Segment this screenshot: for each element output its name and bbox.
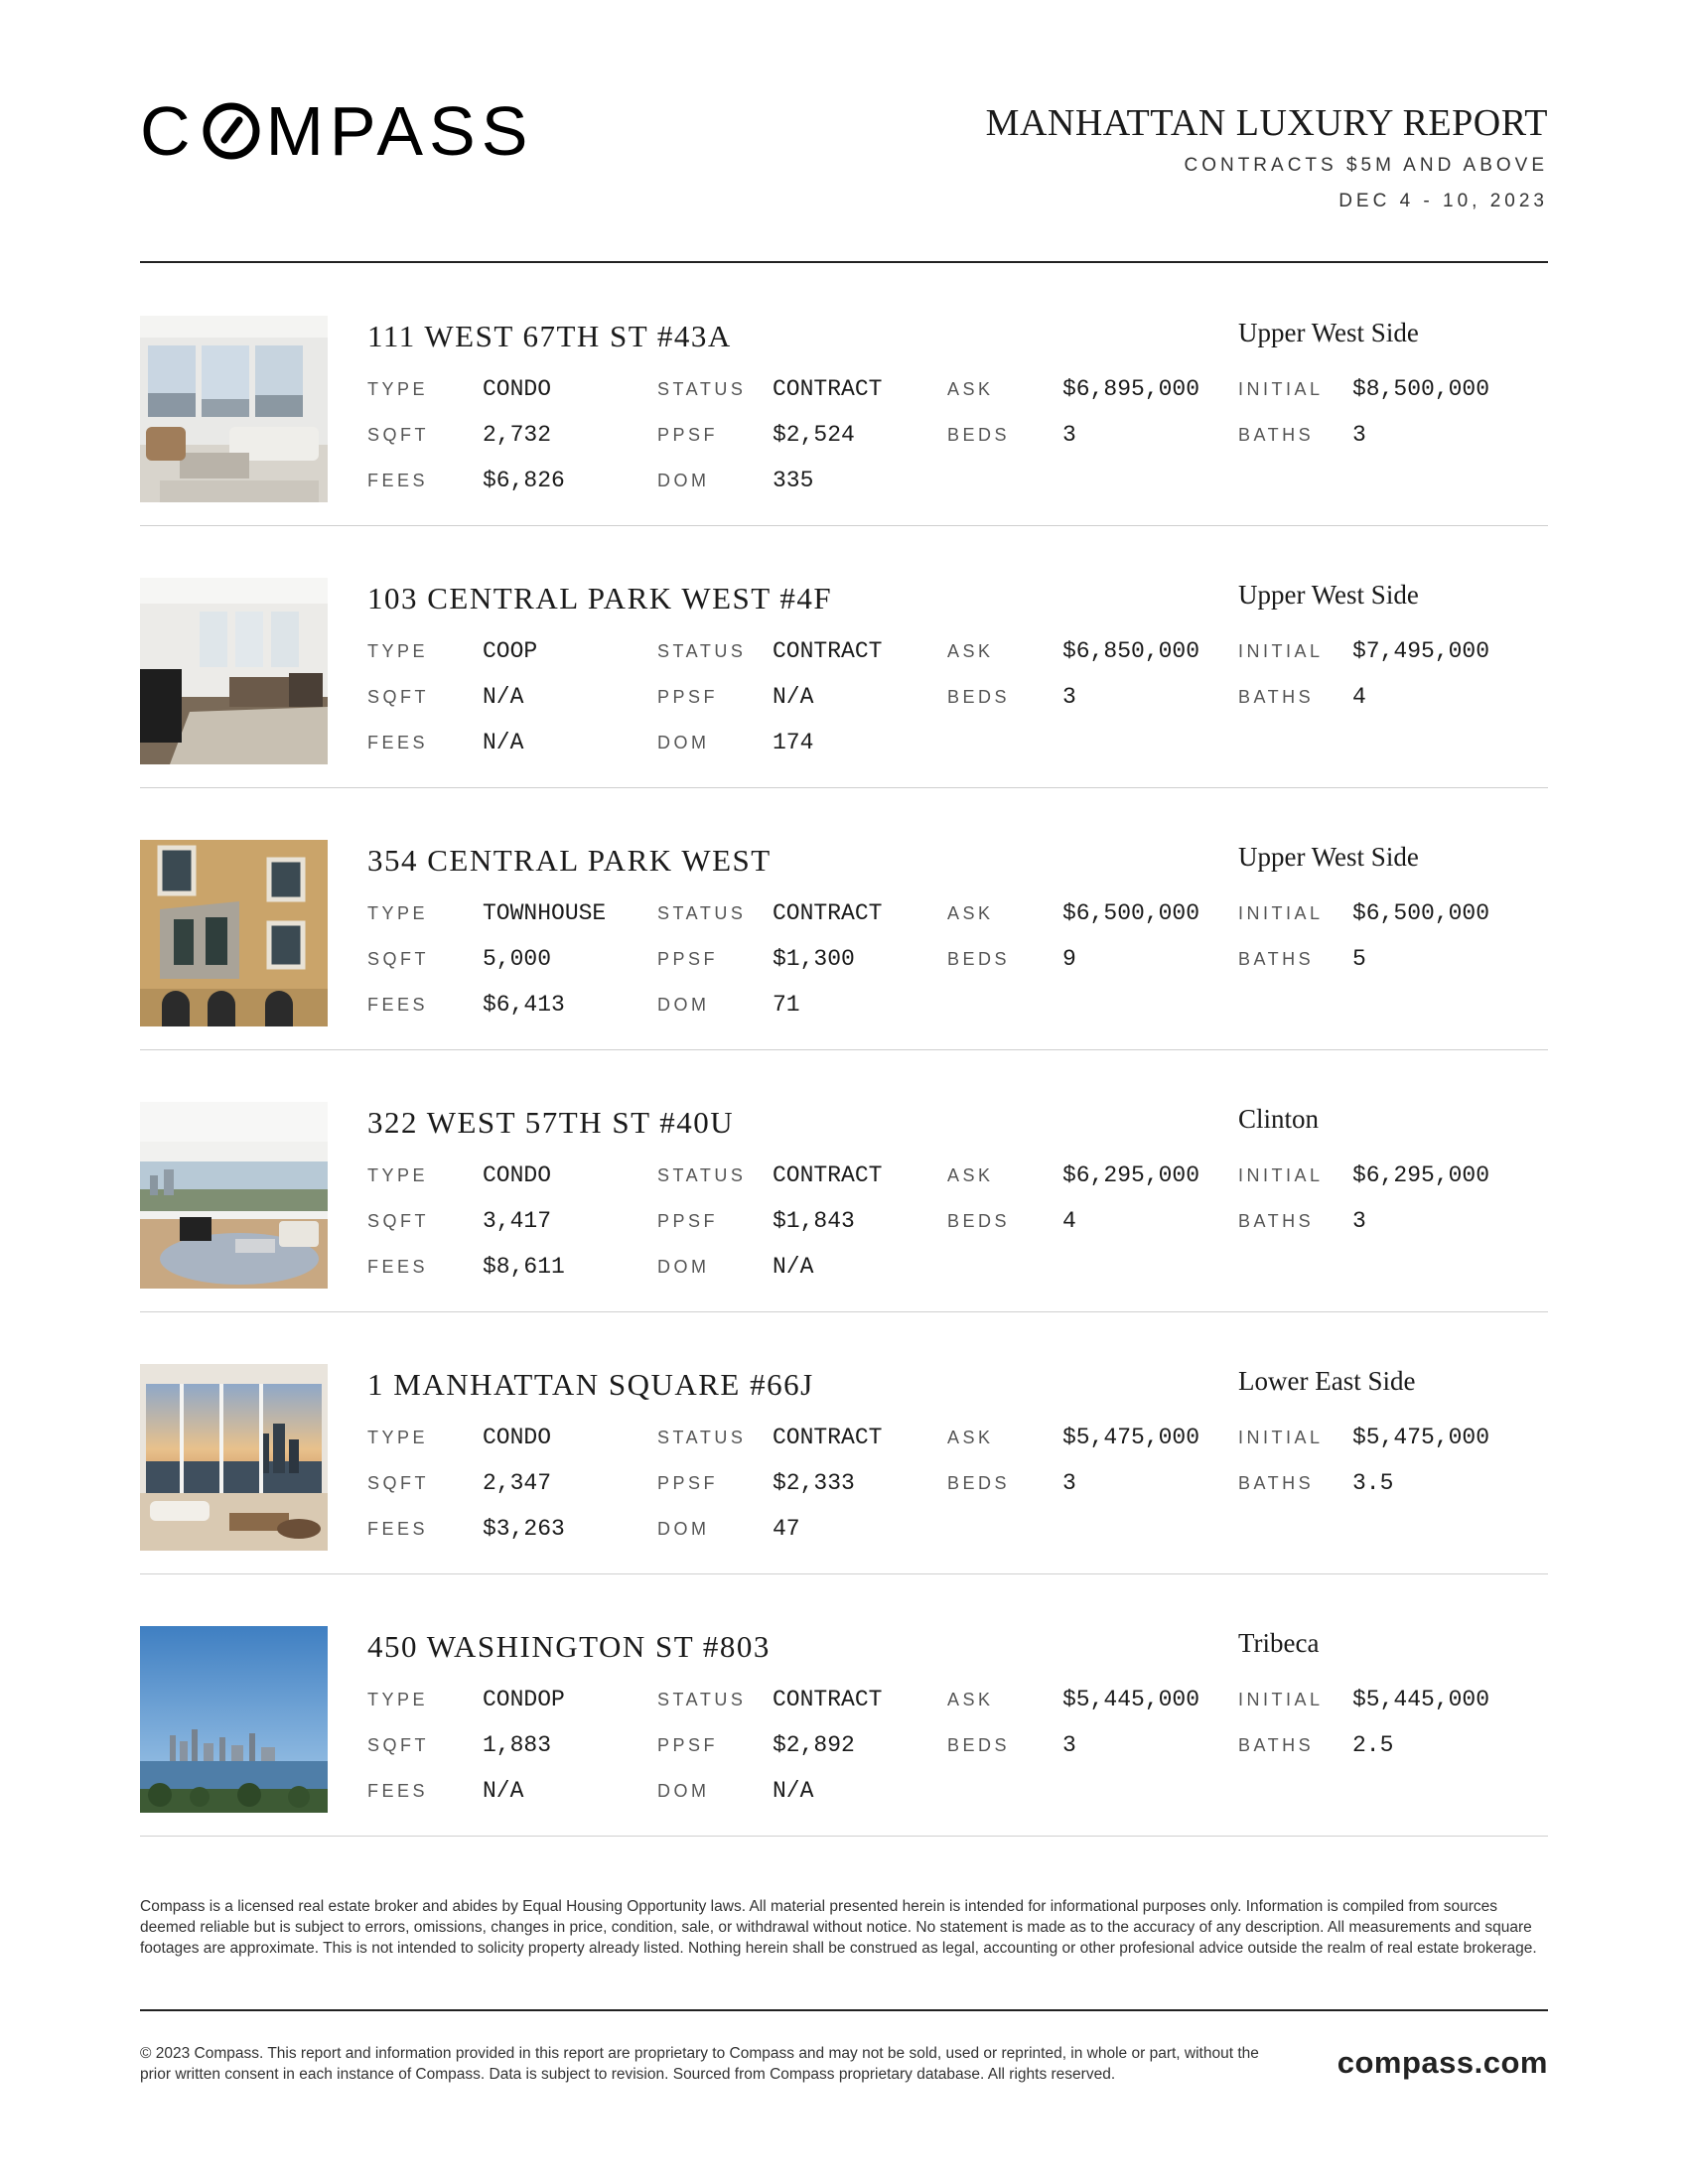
type-label: TYPE: [367, 1428, 429, 1447]
baths-value: 2.5: [1352, 1732, 1394, 1758]
header-divider: [140, 261, 1548, 263]
listing-item: [140, 1574, 1548, 1837]
fees-label: FEES: [367, 995, 429, 1015]
ppsf-label: PPSF: [657, 949, 719, 969]
beds-value: 9: [1062, 946, 1076, 972]
logo-letter-c: C: [140, 92, 197, 170]
type-value: COOP: [483, 638, 538, 664]
type-value: CONDO: [483, 1162, 552, 1188]
ppsf-value: $2,892: [773, 1732, 855, 1758]
initial-label: INITIAL: [1238, 1428, 1324, 1447]
listing-address: 450 WASHINGTON ST #803: [367, 1629, 771, 1664]
status-value: CONTRACT: [773, 900, 883, 926]
dom-label: DOM: [657, 1781, 710, 1801]
listing-photo[interactable]: [140, 1626, 328, 1813]
baths-value: 4: [1352, 684, 1366, 710]
beds-value: 3: [1062, 684, 1076, 710]
sunset-view-image: [140, 1364, 328, 1551]
ppsf-value: $1,300: [773, 946, 855, 972]
ppsf-label: PPSF: [657, 1735, 719, 1755]
listing-neighborhood: Lower East Side: [1238, 1366, 1416, 1396]
ppsf-value: $2,333: [773, 1470, 855, 1496]
report-header: [140, 92, 1548, 258]
footer-divider: [140, 2009, 1548, 2011]
listing-address: 103 CENTRAL PARK WEST #4F: [367, 581, 833, 615]
copyright-notice: © 2023 Compass. This report and information provided in this report are proprietary to Compass and may not be sold, used or reprinted, in whole or part, without the prior written consent in each instance of Compass. Data is subject to revision. Sourced from Compass proprietary database. All rights reserved.: [140, 2045, 1259, 2083]
report-page: [140, 0, 1548, 2184]
status-value: CONTRACT: [773, 1687, 883, 1712]
fees-label: FEES: [367, 733, 429, 752]
sqft-value: 5,000: [483, 946, 552, 972]
dom-value: N/A: [773, 1778, 814, 1804]
ppsf-label: PPSF: [657, 425, 719, 445]
ask-value: $6,500,000: [1062, 900, 1200, 926]
ask-label: ASK: [947, 1690, 994, 1709]
dom-value: N/A: [773, 1254, 814, 1280]
ask-value: $5,445,000: [1062, 1687, 1200, 1712]
baths-label: BATHS: [1238, 1735, 1315, 1755]
type-value: CONDOP: [483, 1687, 565, 1712]
initial-label: INITIAL: [1238, 1165, 1324, 1185]
listing-photo[interactable]: [140, 578, 328, 764]
fees-label: FEES: [367, 1257, 429, 1277]
status-label: STATUS: [657, 379, 747, 399]
piano-room-image: [140, 578, 328, 764]
listing-neighborhood: Upper West Side: [1238, 580, 1419, 610]
skyline-water-image: [140, 1626, 328, 1813]
fees-value: N/A: [483, 1778, 524, 1804]
listing-item: [140, 264, 1548, 526]
type-label: TYPE: [367, 903, 429, 923]
beds-value: 4: [1062, 1208, 1076, 1234]
status-value: CONTRACT: [773, 1162, 883, 1188]
report-subtitle: CONTRACTS $5M AND ABOVE: [1184, 155, 1548, 176]
baths-label: BATHS: [1238, 687, 1315, 707]
beds-label: BEDS: [947, 687, 1011, 707]
sqft-label: SQFT: [367, 1735, 429, 1755]
listing-photo[interactable]: [140, 316, 328, 502]
initial-label: INITIAL: [1238, 641, 1324, 661]
listing-item: [140, 788, 1548, 1050]
listing-neighborhood: Upper West Side: [1238, 318, 1419, 347]
ppsf-label: PPSF: [657, 687, 719, 707]
dom-value: 71: [773, 992, 800, 1018]
status-value: CONTRACT: [773, 376, 883, 402]
beds-value: 3: [1062, 1470, 1076, 1496]
sqft-label: SQFT: [367, 425, 429, 445]
dom-label: DOM: [657, 733, 710, 752]
sqft-value: N/A: [483, 684, 524, 710]
listing-photo[interactable]: [140, 1364, 328, 1551]
sqft-value: 3,417: [483, 1208, 552, 1234]
ask-label: ASK: [947, 903, 994, 923]
ppsf-value: N/A: [773, 684, 814, 710]
ppsf-label: PPSF: [657, 1211, 719, 1231]
dom-label: DOM: [657, 1257, 710, 1277]
dom-value: 174: [773, 730, 814, 755]
fees-value: $6,413: [483, 992, 565, 1018]
status-label: STATUS: [657, 903, 747, 923]
initial-value: $6,500,000: [1352, 900, 1490, 926]
baths-label: BATHS: [1238, 949, 1315, 969]
sqft-label: SQFT: [367, 1211, 429, 1231]
status-label: STATUS: [657, 641, 747, 661]
ppsf-value: $2,524: [773, 422, 855, 448]
initial-value: $5,445,000: [1352, 1687, 1490, 1712]
compass-o-icon: [201, 100, 262, 162]
beds-label: BEDS: [947, 1473, 1011, 1493]
initial-label: INITIAL: [1238, 1690, 1324, 1709]
type-value: TOWNHOUSE: [483, 900, 607, 926]
sqft-label: SQFT: [367, 949, 429, 969]
sqft-value: 1,883: [483, 1732, 552, 1758]
listing-address: 354 CENTRAL PARK WEST: [367, 843, 772, 878]
type-label: TYPE: [367, 1165, 429, 1185]
ask-label: ASK: [947, 641, 994, 661]
listing-neighborhood: Clinton: [1238, 1104, 1320, 1134]
dom-label: DOM: [657, 1519, 710, 1539]
fees-label: FEES: [367, 1519, 429, 1539]
townhouse-facade-image: [140, 840, 328, 1026]
listing-address: 111 WEST 67TH ST #43A: [367, 319, 732, 353]
listing-photo[interactable]: [140, 840, 328, 1026]
sqft-label: SQFT: [367, 1473, 429, 1493]
listing-address: 1 MANHATTAN SQUARE #66J: [367, 1367, 814, 1402]
ask-value: $6,895,000: [1062, 376, 1200, 402]
baths-label: BATHS: [1238, 425, 1315, 445]
sqft-value: 2,732: [483, 422, 552, 448]
status-label: STATUS: [657, 1428, 747, 1447]
dom-label: DOM: [657, 995, 710, 1015]
ask-value: $5,475,000: [1062, 1425, 1200, 1450]
listing-address: 322 WEST 57TH ST #40U: [367, 1105, 735, 1140]
ppsf-value: $1,843: [773, 1208, 855, 1234]
baths-value: 3.5: [1352, 1470, 1394, 1496]
type-value: CONDO: [483, 1425, 552, 1450]
logo-letters-mpass: MPASS: [265, 92, 534, 170]
dom-value: 335: [773, 468, 814, 493]
ppsf-label: PPSF: [657, 1473, 719, 1493]
baths-value: 3: [1352, 422, 1366, 448]
report-date: DEC 4 - 10, 2023: [1338, 191, 1548, 211]
listing-item: [140, 1312, 1548, 1574]
sqft-label: SQFT: [367, 687, 429, 707]
compass-logo: [140, 92, 534, 170]
beds-label: BEDS: [947, 1211, 1011, 1231]
initial-value: $7,495,000: [1352, 638, 1490, 664]
beds-label: BEDS: [947, 1735, 1011, 1755]
listing-neighborhood: Upper West Side: [1238, 842, 1419, 872]
listing-item: [140, 1050, 1548, 1312]
listing-neighborhood: Tribeca: [1238, 1628, 1320, 1658]
initial-value: $6,295,000: [1352, 1162, 1490, 1188]
initial-label: INITIAL: [1238, 379, 1324, 399]
fees-value: $3,263: [483, 1516, 565, 1542]
type-value: CONDO: [483, 376, 552, 402]
dom-value: 47: [773, 1516, 800, 1542]
baths-value: 3: [1352, 1208, 1366, 1234]
listing-photo[interactable]: [140, 1102, 328, 1289]
fees-label: FEES: [367, 1781, 429, 1801]
fees-value: N/A: [483, 730, 524, 755]
living-room-image: [140, 316, 328, 502]
initial-value: $8,500,000: [1352, 376, 1490, 402]
view-living-room-image: [140, 1102, 328, 1289]
status-value: CONTRACT: [773, 638, 883, 664]
type-label: TYPE: [367, 641, 429, 661]
status-label: STATUS: [657, 1690, 747, 1709]
ask-value: $6,850,000: [1062, 638, 1200, 664]
fees-value: $6,826: [483, 468, 565, 493]
beds-value: 3: [1062, 422, 1076, 448]
baths-label: BATHS: [1238, 1473, 1315, 1493]
status-value: CONTRACT: [773, 1425, 883, 1450]
listing-item: [140, 526, 1548, 788]
initial-value: $5,475,000: [1352, 1425, 1490, 1450]
beds-value: 3: [1062, 1732, 1076, 1758]
baths-label: BATHS: [1238, 1211, 1315, 1231]
report-title: MANHATTAN LUXURY REPORT: [985, 102, 1548, 144]
ask-label: ASK: [947, 379, 994, 399]
ask-label: ASK: [947, 1165, 994, 1185]
beds-label: BEDS: [947, 949, 1011, 969]
ask-value: $6,295,000: [1062, 1162, 1200, 1188]
beds-label: BEDS: [947, 425, 1011, 445]
dom-label: DOM: [657, 471, 710, 490]
fees-label: FEES: [367, 471, 429, 490]
type-label: TYPE: [367, 379, 429, 399]
sqft-value: 2,347: [483, 1470, 552, 1496]
ask-label: ASK: [947, 1428, 994, 1447]
baths-value: 5: [1352, 946, 1366, 972]
fees-value: $8,611: [483, 1254, 565, 1280]
listings-list: [140, 264, 1548, 1837]
legal-disclaimer: Compass is a licensed real estate broker and abides by Equal Housing Opportunity laws. All material presented herein is intended for informational purposes only. Information is compiled from sources deemed reliable but is subject to errors, omissions, changes in price, condition, sale, or withdrawal without notice. No statement is made as to the accuracy of any description. All measurements and square footages are approximate. This is not intended to solicity property already listed. Nothing herein shall be construed as legal, accounting or other profesional advice outside the realm of real estate brokerage.: [140, 1898, 1537, 1957]
status-label: STATUS: [657, 1165, 747, 1185]
initial-label: INITIAL: [1238, 903, 1324, 923]
website-link[interactable]: compass.com: [1336, 2045, 1548, 2080]
type-label: TYPE: [367, 1690, 429, 1709]
